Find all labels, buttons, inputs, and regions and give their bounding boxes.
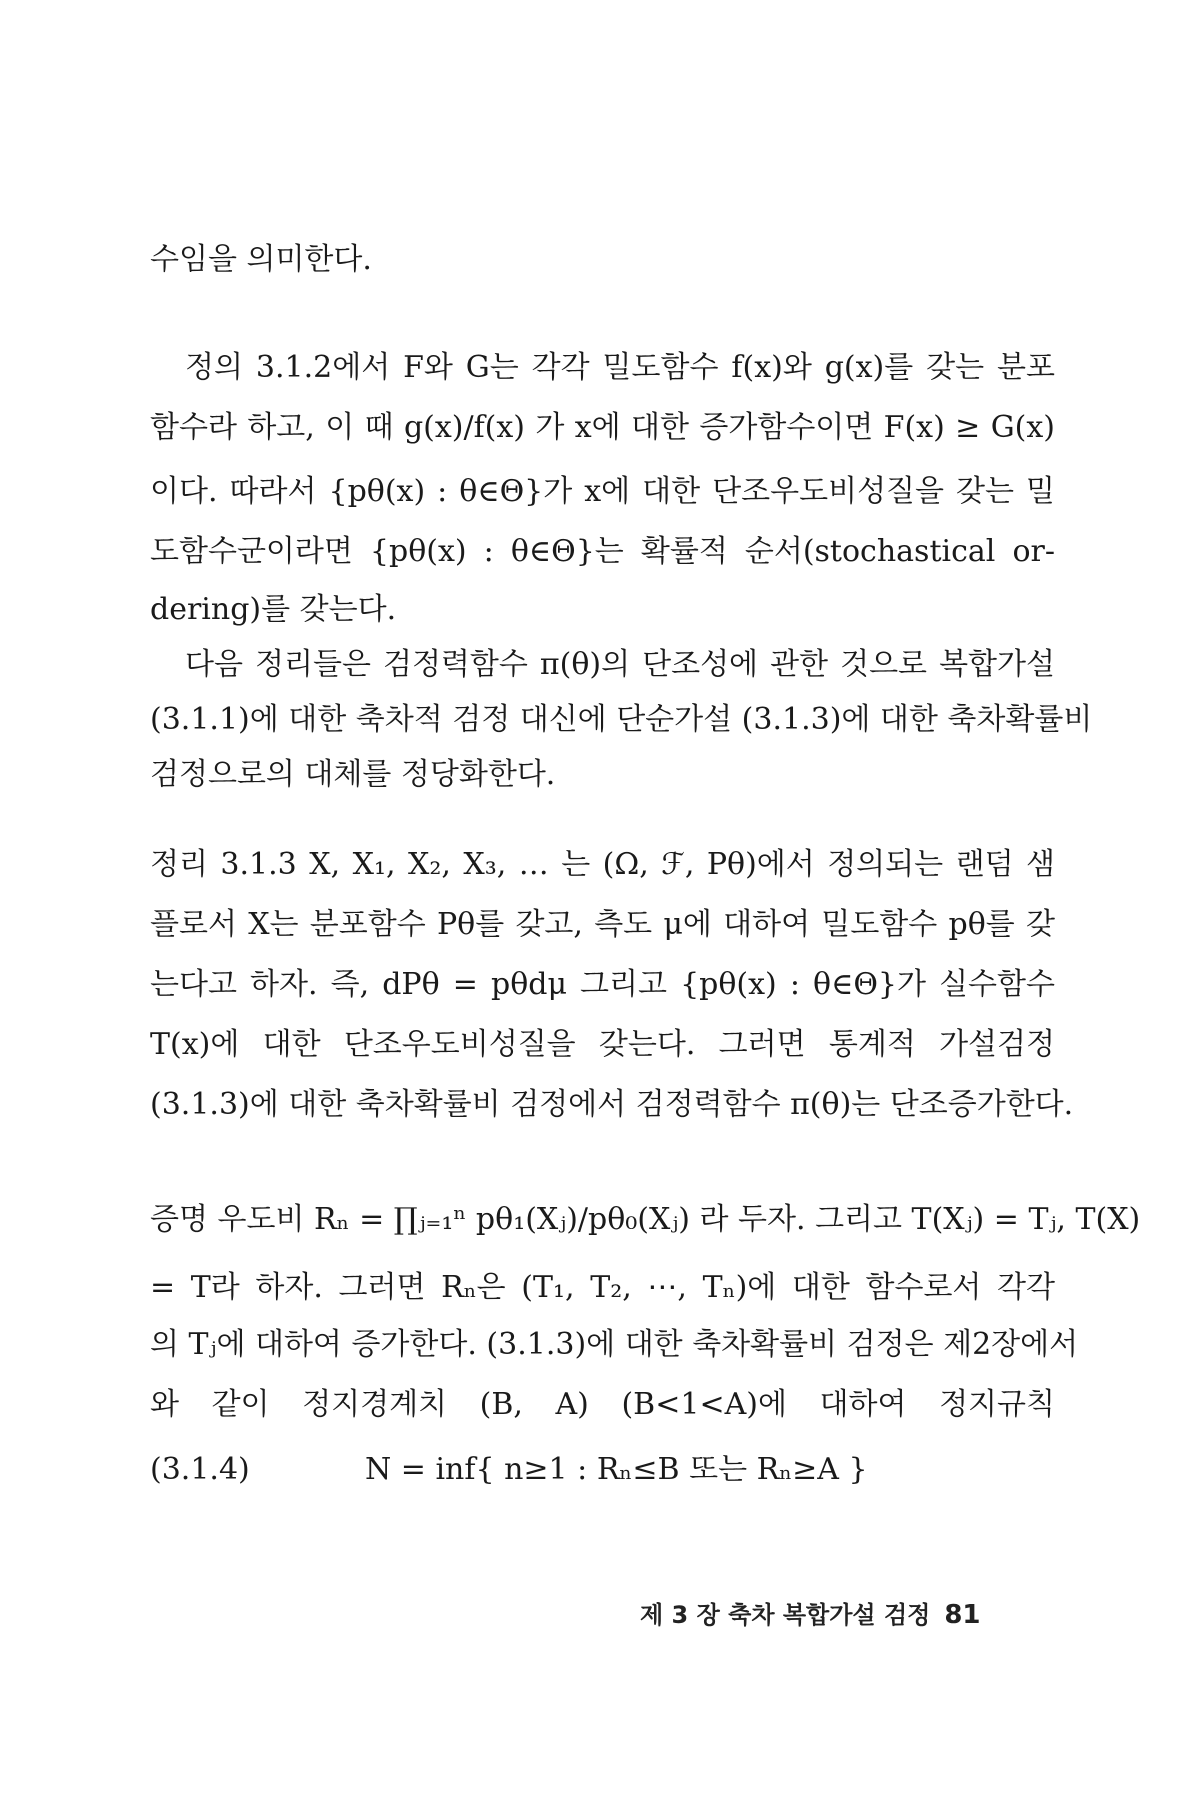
text-line: (3.1.1)에 대한 축차적 검정 대신에 단순가설 (3.1.3)에 대한 축차확률비 (150, 702, 1093, 737)
theorem-line: T(x)에 대한 단조우도비성질을 갖는다. 그러면 통계적 가설검정 (150, 1027, 1055, 1062)
page-number: 81 (944, 1600, 981, 1630)
equation-body: N = inf{ n≥1 : Rₙ≤B 또는 Rₙ≥A } (365, 1452, 868, 1487)
proof-line: = T라 하자. 그러면 Rₙ은 (T₁, T₂, ⋯, Tₙ)에 대한 함수로서 각각 (150, 1270, 1055, 1305)
text-line: 정의 3.1.2에서 F와 G는 각각 밀도함수 f(x)와 g(x)를 갖는 분포 (185, 350, 1055, 385)
text-line: 이다. 따라서 {pθ(x) : θ∈Θ}가 x에 대한 단조우도비성질을 갖는 밀 (150, 474, 1055, 509)
text-line: dering)를 갖는다. (150, 592, 397, 627)
proof-line: 와 같이 정지경계치 (B, A) (B<1<A)에 대하여 정지규칙 (150, 1387, 1055, 1422)
proof-line: 증명 우도비 Rₙ = ∏ⱼ₌₁ⁿ pθ₁(Xⱼ)/pθ₀(Xⱼ) 라 두자. 그리고 T(Xⱼ) = Tⱼ, T(X) (150, 1202, 1141, 1237)
text-line: 도함수군이라면 {pθ(x) : θ∈Θ}는 확률적 순서(stochastical or- (150, 534, 1055, 569)
theorem-line: 는다고 하자. 즉, dPθ = pθdμ 그리고 {pθ(x) : θ∈Θ}가 실수함수 (150, 967, 1055, 1002)
equation-label: (3.1.4) (150, 1452, 250, 1487)
text-line: 함수라 하고, 이 때 g(x)/f(x) 가 x에 대한 증가함수이면 F(x) ≥ G(x) (150, 410, 1055, 445)
text-line: 수임을 의미한다. (150, 242, 372, 277)
theorem-line: 정리 3.1.3 X, X₁, X₂, X₃, … 는 (Ω, ℱ, Pθ)에서 정의되는 랜덤 샘 (150, 847, 1055, 882)
theorem-line: (3.1.3)에 대한 축차확률비 검정에서 검정력함수 π(θ)는 단조증가한다. (150, 1087, 1074, 1122)
text-line: 검정으로의 대체를 정당화한다. (150, 757, 556, 792)
proof-line: 의 Tⱼ에 대하여 증가한다. (3.1.3)에 대한 축차확률비 검정은 제2장에서 (150, 1327, 1079, 1362)
theorem-line: 플로서 X는 분포함수 Pθ를 갖고, 측도 μ에 대하여 밀도함수 pθ를 갖 (150, 907, 1055, 942)
chapter-title: 제 3 장 축차 복합가설 검정 (640, 1601, 931, 1629)
page-footer (640, 1595, 981, 1630)
text-line: 다음 정리들은 검정력함수 π(θ)의 단조성에 관한 것으로 복합가설 (185, 647, 1055, 682)
